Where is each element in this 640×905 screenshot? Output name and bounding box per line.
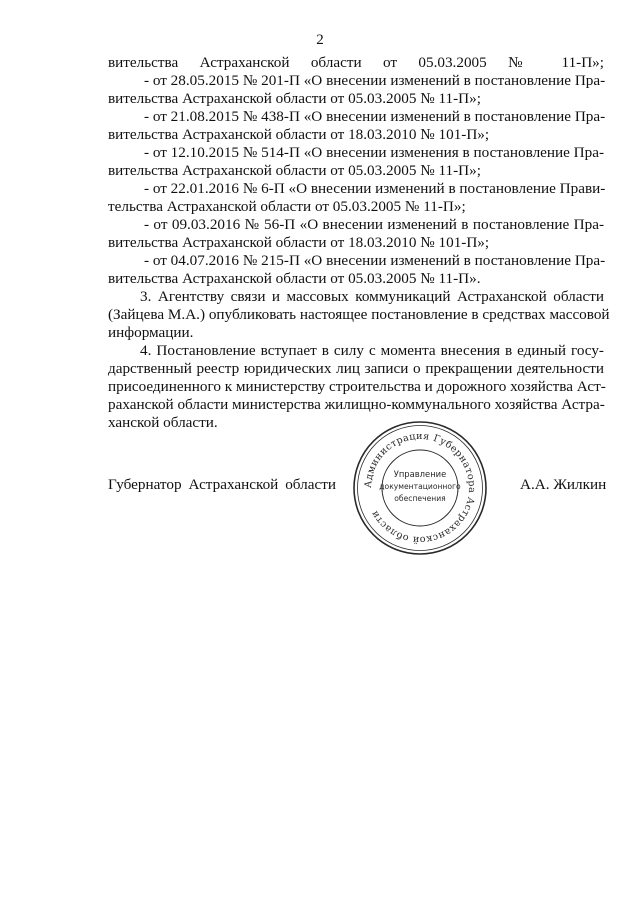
paragraph-4-line: ханской области. <box>108 414 218 431</box>
seal-stamp-icon <box>350 418 490 558</box>
list-item: - от 12.10.2015 № 514-П «О внесении изменения в постановление Пра- <box>144 144 605 161</box>
paragraph-4-line: присоединенного к министерству строительства и дорожного хозяйства Аст- <box>108 378 606 395</box>
text-line: тельства Астраханской области от 05.03.2005 № 11-П»; <box>108 198 466 215</box>
list-item: - от 28.05.2015 № 201-П «О внесении изменений в постановление Пра- <box>144 72 606 89</box>
paragraph-4-line: 4. Постановление вступает в силу с момента внесения в единый госу- <box>140 342 604 359</box>
paragraph-3-line: 3. Агентству связи и массовых коммуникаций Астраханской области <box>140 288 604 305</box>
text-line: вительства Астраханской области от 18.03.2010 № 101-П»; <box>108 234 490 251</box>
list-item: - от 22.01.2016 № 6-П «О внесении изменений в постановление Прави- <box>144 180 606 197</box>
signatory-name: А.А. Жилкин <box>520 476 607 493</box>
signatory-title: Губернатор Астраханской области <box>108 476 336 493</box>
official-seal <box>350 418 490 558</box>
paragraph-4-line: дарственный реестр юридических лиц записи о прекращении деятельности <box>108 360 604 377</box>
list-item: - от 21.08.2015 № 438-П «О внесении изменений в постановление Пра- <box>144 108 606 125</box>
paragraph-3-line: информации. <box>108 324 194 341</box>
seal-ring-text: Администрация Губернатора Астраханской области <box>362 430 478 546</box>
text-line: вительства Астраханской области от 05.03.2005 № 11-П». <box>108 270 481 287</box>
list-item: - от 04.07.2016 № 215-П «О внесении изменений в постановление Пра- <box>144 252 606 269</box>
text-line: вительства Астраханской области от 05.03.2005 № 11-П»; <box>108 54 604 71</box>
page-number: 2 <box>316 32 324 48</box>
seal-center-line: обеспечения <box>394 494 446 503</box>
list-item: - от 09.03.2016 № 56-П «О внесении изменений в постановление Пра- <box>144 216 604 233</box>
seal-center-line: Управление <box>393 469 447 479</box>
text-line: вительства Астраханской области от 18.03.2010 № 101-П»; <box>108 126 490 143</box>
paragraph-4-line: раханской области министерства жилищно-коммунального хозяйства Астра- <box>108 396 605 413</box>
text-line: вительства Астраханской области от 05.03.2005 № 11-П»; <box>108 90 481 107</box>
seal-center-line: документационного <box>379 482 461 491</box>
text-line: вительства Астраханской области от 05.03.2005 № 11-П»; <box>108 162 481 179</box>
paragraph-3-line: (Зайцева М.А.) опубликовать настоящее постановление в средствах массовой <box>108 306 610 323</box>
